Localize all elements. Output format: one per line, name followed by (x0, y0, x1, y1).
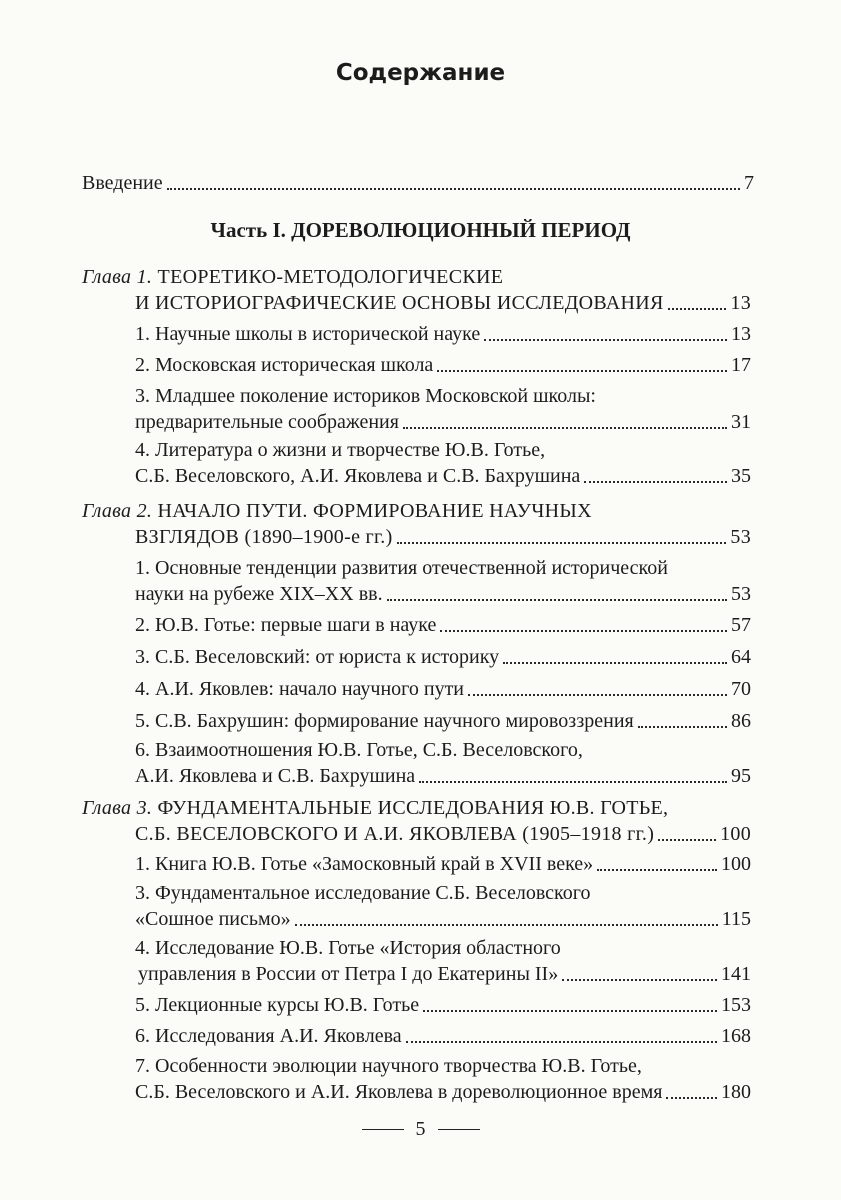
toc-page-number: 95 (731, 765, 751, 787)
page-number: 5 (415, 1118, 426, 1140)
toc-item (135, 1023, 751, 1049)
leader-dots (658, 839, 716, 841)
chapter-2-heading-line2 (135, 524, 751, 550)
chapter-title-line1: НАЧАЛО ПУТИ. ФОРМИРОВАНИЕ НАУЧНЫХ (157, 500, 592, 522)
toc-item (135, 992, 751, 1018)
leader-dots (387, 599, 727, 601)
chapter-1-heading-line2 (135, 290, 751, 316)
toc-item-line1: 4. Исследование Ю.В. Готье «История областного (135, 937, 561, 959)
toc-item-line1: 7. Особенности эволюции научного творчества Ю.В. Готье, (135, 1055, 642, 1077)
toc-item-label: 2. Ю.В. Готье: первые шаги в науке (135, 614, 437, 636)
leader-dots (562, 979, 717, 981)
toc-item-label: 3. С.Б. Веселовский: от юриста к историку (135, 646, 500, 668)
leader-dots (668, 308, 727, 310)
leader-dots (440, 630, 727, 632)
toc-item-line1: 6. Взаимоотношения Ю.В. Готье, С.Б. Веселовского, (135, 739, 583, 761)
toc-item-label: С.Б. Веселовского, А.И. Яковлева и С.В. Бахрушина (135, 465, 581, 487)
leader-dots (597, 869, 717, 871)
toc-page-number: 64 (731, 646, 751, 668)
chapter-prefix: Глава 3. (82, 797, 153, 819)
toc-item (135, 1079, 751, 1105)
toc-item-label: 1. Научные школы в исторической науке (135, 323, 481, 345)
leader-dots (666, 1097, 717, 1099)
leader-dots (423, 1010, 717, 1012)
leader-dots (584, 481, 727, 483)
toc-item-line1: 3. Фундаментальное исследование С.Б. Веселовского (135, 882, 591, 904)
page-footer (0, 1118, 841, 1141)
toc-item (135, 644, 751, 670)
leader-dots (468, 694, 727, 696)
toc-page-number: 7 (744, 172, 754, 194)
toc-item-label: «Сошное письмо» (135, 908, 291, 930)
toc-page-number: 31 (731, 411, 751, 433)
toc-page-number: 180 (721, 1081, 751, 1103)
chapter-title-line1: ТЕОРЕТИКО-МЕТОДОЛОГИЧЕСКИЕ (157, 266, 504, 288)
toc-item-line1: 3. Младшее поколение историков Московской школы: (135, 385, 596, 407)
toc-page-number: 53 (731, 583, 751, 605)
chapter-3-heading (82, 795, 668, 821)
chapter-1-heading (82, 264, 503, 290)
leader-dots (397, 542, 727, 544)
toc-item (135, 708, 751, 734)
toc-item (135, 851, 751, 877)
leader-dots (638, 726, 727, 728)
leader-dots (295, 924, 718, 926)
toc-page-number: 13 (730, 292, 751, 314)
toc-item (135, 612, 751, 638)
chapter-title-line2: С.Б. ВЕСЕЛОВСКОГО И А.И. ЯКОВЛЕВА (1905–1918 гг.) (135, 823, 655, 845)
leader-dots (437, 370, 727, 372)
toc-page-number: 86 (731, 710, 751, 732)
leader-dots (167, 188, 740, 190)
toc-item-label: науки на рубеже XIX–XX вв. (135, 583, 383, 605)
toc-item (135, 763, 751, 789)
toc-item (135, 906, 751, 932)
toc-item (135, 409, 751, 435)
toc-page-number: 168 (721, 1025, 751, 1047)
part-heading: Часть I. ДОРЕВОЛЮЦИОННЫЙ ПЕРИОД (210, 218, 631, 242)
toc-item-label: С.Б. Веселовского и А.И. Яковлева в дореволюционное время (135, 1081, 663, 1103)
toc-item-label: 5. С.В. Бахрушин: формирование научного мировоззрения (135, 710, 634, 732)
toc-item (135, 321, 751, 347)
toc-page-number: 115 (721, 908, 751, 930)
toc-item (138, 961, 751, 987)
toc-page-number: 70 (731, 678, 751, 700)
toc-page-number: 57 (731, 614, 751, 636)
chapter-title-line2: И ИСТОРИОГРАФИЧЕСКИЕ ОСНОВЫ ИССЛЕДОВАНИЯ (135, 292, 664, 314)
toc-item (135, 463, 751, 489)
leader-dots (406, 1041, 717, 1043)
toc-entry-label: Введение (82, 172, 163, 194)
toc-page-number: 13 (731, 323, 751, 345)
leader-dots (484, 339, 727, 341)
chapter-title-line2: ВЗГЛЯДОВ (1890–1900-е гг.) (135, 526, 393, 548)
toc-page-number: 141 (721, 963, 751, 985)
toc-item (135, 581, 751, 607)
leader-dots (403, 427, 727, 429)
toc-item-label: 6. Исследования А.И. Яковлева (135, 1025, 402, 1047)
toc-item-line1: 4. Литература о жизни и творчестве Ю.В. Готье, (135, 439, 546, 461)
chapter-prefix: Глава 1. (82, 266, 153, 288)
toc-page-number: 100 (721, 853, 751, 875)
toc-item-line1: 1. Основные тенденции развития отечественной исторической (135, 557, 668, 579)
chapter-prefix: Глава 2. (82, 500, 153, 522)
leader-dots (419, 781, 727, 783)
toc-page-number: 153 (721, 994, 751, 1016)
toc-item-label: предварительные соображения (135, 411, 399, 433)
chapter-3-heading-line2 (135, 821, 751, 847)
toc-item-label: 4. А.И. Яковлев: начало научного пути (135, 678, 465, 700)
toc-page-number: 100 (720, 823, 751, 845)
leader-dots (503, 662, 727, 664)
toc-item-label: А.И. Яковлева и С.В. Бахрушина (135, 765, 416, 787)
toc-item (135, 352, 751, 378)
toc-page-number: 35 (731, 465, 751, 487)
toc-page-number: 53 (730, 526, 751, 548)
toc-item (135, 676, 751, 702)
chapter-title-line1: ФУНДАМЕНТАЛЬНЫЕ ИССЛЕДОВАНИЯ Ю.В. ГОТЬЕ, (157, 797, 669, 819)
toc-item-label: управления в России от Петра I до Екатерины II» (138, 963, 559, 985)
toc-item-label: 1. Книга Ю.В. Готье «Замосковный край в XVII веке» (135, 853, 594, 875)
toc-item-label: 5. Лекционные курсы Ю.В. Готье (135, 994, 420, 1016)
chapter-2-heading (82, 498, 592, 524)
footer-rule-left (362, 1129, 404, 1130)
toc-entry-intro (82, 170, 754, 196)
toc-item-label: 2. Московская историческая школа (135, 354, 434, 376)
toc-page-number: 17 (731, 354, 751, 376)
page-title: Содержание (335, 60, 506, 86)
footer-rule-right (438, 1129, 480, 1130)
